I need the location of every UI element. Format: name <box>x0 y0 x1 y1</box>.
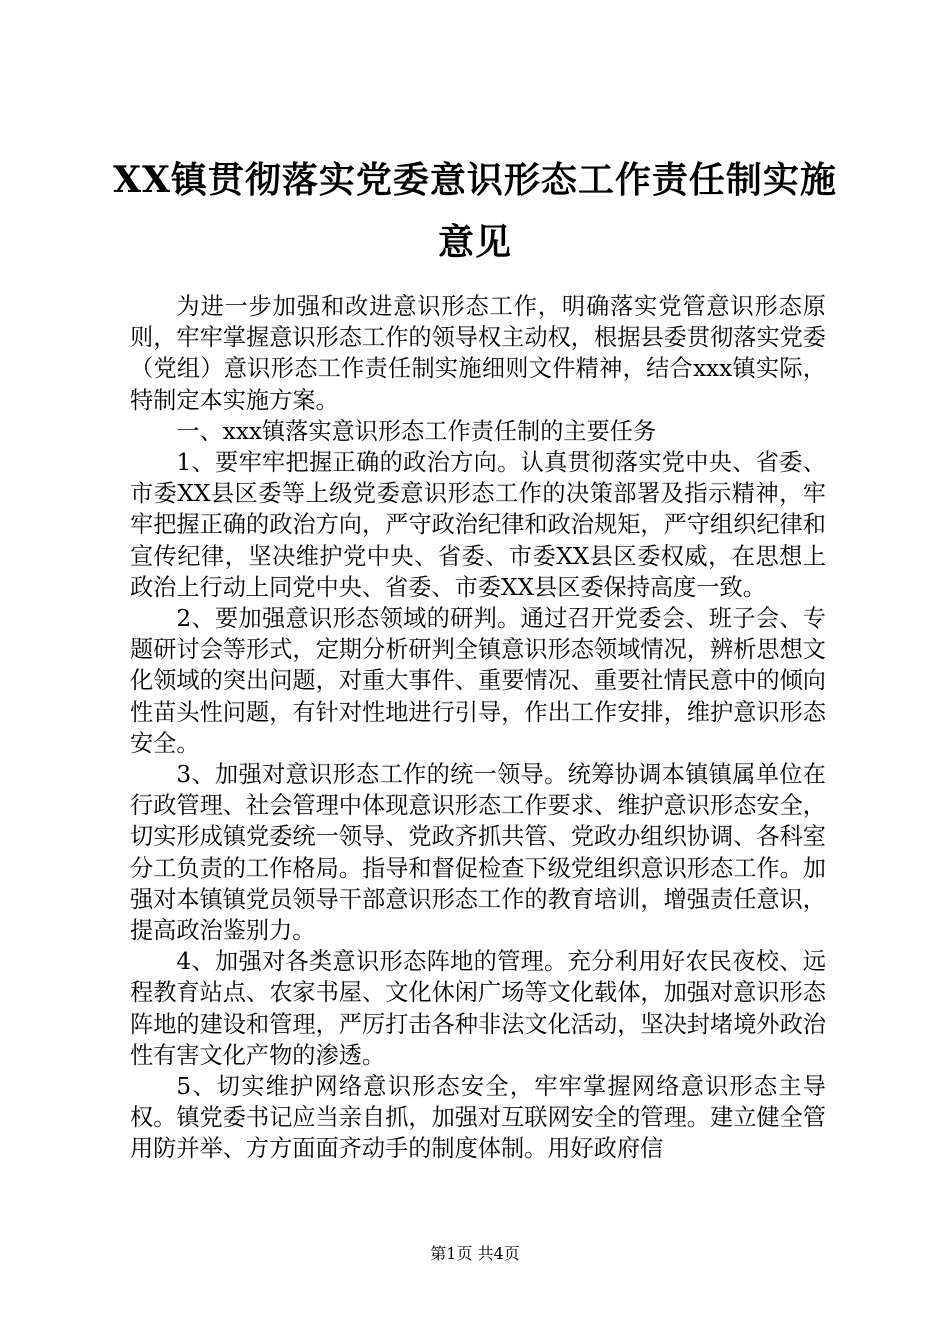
document-title-line-2: 意见 <box>437 221 512 263</box>
section-heading: 一、xxx镇落实意识形态工作责任制的主要任务 <box>176 417 657 445</box>
paragraph-item-5: 5、切实维护网络意识形态安全，牢牢掌握网络意识形态主导权。镇党委书记应当亲自抓，加强对互联网安全的管理。建立健全管用防并举、方方面面齐动手的制度体制。用好政府信 <box>130 1073 826 1163</box>
paragraph-item-4: 4、加强对各类意识形态阵地的管理。充分利用好农民夜校、远程教育站点、农家书屋、文化休闲广场等文化载体，加强对意识形态阵地的建设和管理，严厉打击各种非法文化活动，坚决封堵境外政治性有害文化产物的渗透。 <box>130 948 826 1069</box>
paragraph-item-3: 3、加强对意识形态工作的统一领导。统筹协调本镇镇属单位在行政管理、社会管理中体现意识形态工作要求、维护意识形态安全，切实形成镇党委统一领导、党政齐抓共管、党政办组织协调、各科室分工负责的工作格局。指导和督促检查下级党组织意识形态工作。加强对本镇镇党员领导干部意识形态工作的教育培训，增强责任意识，提高政治鉴别力。 <box>130 761 826 945</box>
document-body <box>130 291 826 1165</box>
document-title-line-1: XX镇贯彻落实党委意识形态工作责任制实施 <box>113 159 837 201</box>
paragraph-item-1: 1、要牢牢把握正确的政治方向。认真贯彻落实党中央、省委、市委XX县区委等上级党委意识形态工作的决策部署及指示精神，牢牢把握正确的政治方向，严守政治纪律和政治规矩，严守组织纪律和宣传纪律，坚决维护党中央、省委、市委XX县区委权威，在思想上政治上行动上同党中央、省委、市委XX县区委保持高度一致。 <box>130 449 826 601</box>
paragraph-item-2: 2、要加强意识形态领域的研判。通过召开党委会、班子会、专题研讨会等形式，定期分析研判全镇意识形态领域情况，辨析思想文化领域的突出问题，对重大事件、重要情况、重要社情民意中的倾向性苗头性问题，有针对性地进行引导，作出工作安排，维护意识形态安全。 <box>130 605 826 757</box>
page-number-footer: 第1页 共4页 <box>430 1244 520 1263</box>
paragraph-intro: 为进一步加强和改进意识形态工作，明确落实党管意识形态原则，牢牢掌握意识形态工作的领导权主动权，根据县委贯彻落实党委（党组）意识形态工作责任制实施细则文件精神，结合xxx镇实际，特制定本实施方案。 <box>130 293 826 414</box>
